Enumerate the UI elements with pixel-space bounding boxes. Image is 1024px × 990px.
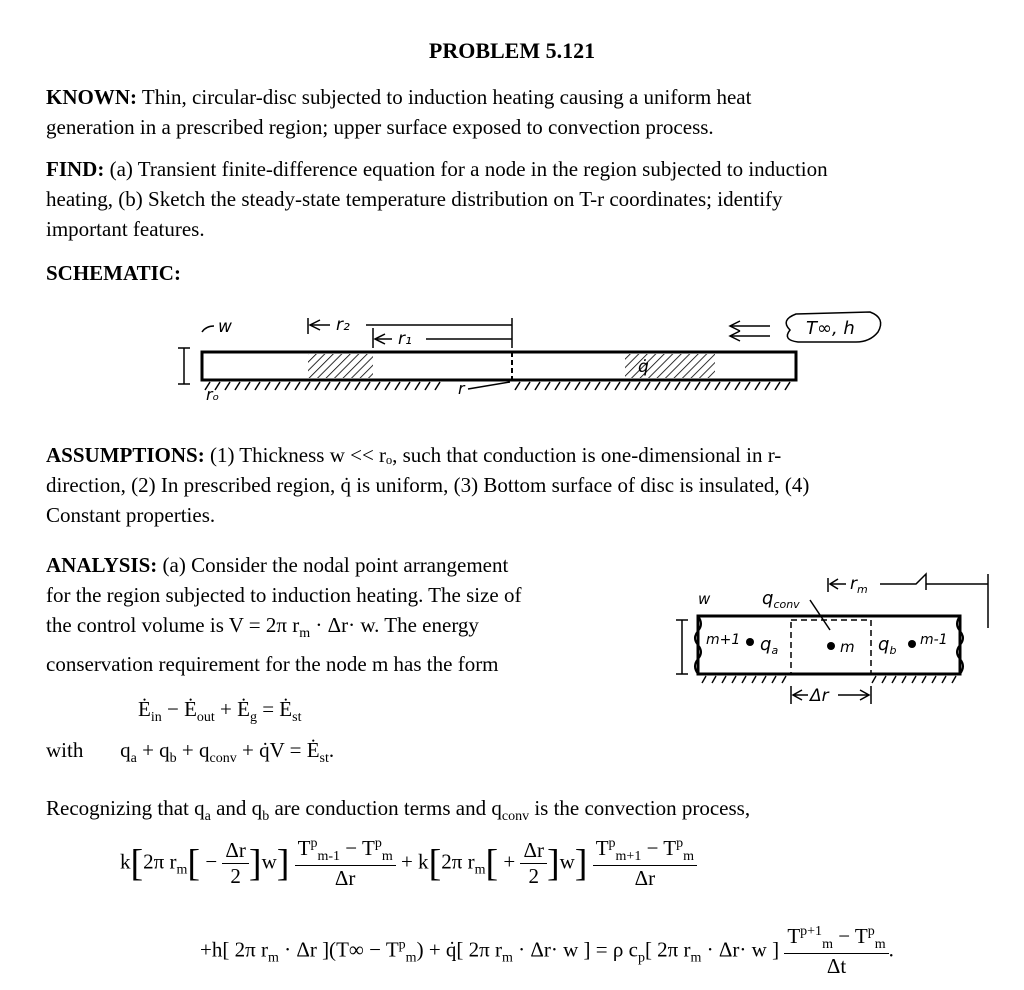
find-text-2: heating, (b) Sketch the steady-state temperature distribution on T-r coordinates; identify	[46, 187, 783, 211]
analysis-text-1: (a) Consider the nodal point arrangement	[162, 553, 509, 577]
schematic-label: SCHEMATIC:	[46, 261, 181, 285]
known-label: KNOWN:	[46, 85, 137, 109]
node-insulation-hatch	[702, 676, 956, 683]
r1-label: r₁	[398, 329, 412, 349]
assumptions-text-2: direction, (2) In prescribed region, q̇ is uniform, (3) Bottom surface of disc is insulated, (4)	[46, 473, 810, 497]
dr-label: Δr	[810, 686, 829, 706]
with-equation: with $q_a + q_b + q_{conv}$ + q̇V = $Ė_{st}$.	[46, 738, 335, 766]
analysis-label: ANALYSIS:	[46, 553, 158, 577]
assumptions-text-1: (1) Thickness w << rₒ, such that conduction is one-dimensional in r-	[209, 443, 782, 467]
r-coordinate-label: r	[458, 379, 465, 398]
disc-schematic	[170, 296, 900, 416]
analysis-text-3b: · Δr· w. The energy	[310, 613, 479, 637]
qa-label: $q_a$	[760, 634, 779, 657]
known-text-2: generation in a prescribed region; upper surface exposed to convection process.	[46, 115, 714, 139]
find-section	[46, 154, 1006, 244]
problem-title: PROBLEM 5.121	[428, 38, 596, 63]
ambient-condition-label: T∞, h	[806, 318, 855, 339]
find-text-1: (a) Transient finite-difference equation for a node in the region subjected to induction	[109, 157, 828, 181]
analysis-text-4: conservation requirement for the node m has the form	[46, 652, 499, 676]
node-m-plus-1-label: m+1	[706, 632, 741, 648]
node-m-minus-1-label: m-1	[920, 632, 948, 648]
find-text-3: important features.	[46, 217, 205, 241]
node-m	[827, 642, 835, 650]
analysis-text-3a: the control volume is V = 2π r	[46, 613, 300, 637]
node-m-plus-1	[746, 638, 754, 646]
schematic-w-label: w	[218, 317, 232, 337]
convection-storage-equation: +h[ 2π $r_m \cdot \Delta r$ ]$(T\infty - T^p_m)$ + q̇[ 2π $r_m \cdot \Delta r\cdot w$ ] = ρ $c_p$[ 2π $r_m \cdot \Delta r\cdot w$ ] $\frac{T^{p+1}_m - T^p_m}{\Delta t}$ .	[200, 924, 894, 978]
qb-label: $q_b$	[878, 634, 897, 657]
analysis-text-3sub: m	[299, 626, 311, 641]
recognizing-text: Recognizing that $q_a$ and $q_b$ are conduction terms and $q_{conv}$ is the convection process,	[46, 796, 751, 824]
known-text-1: Thin, circular-disc subjected to induction heating causing a uniform heat	[141, 85, 752, 109]
find-label: FIND:	[46, 157, 105, 181]
ro-label: rₒ	[206, 385, 220, 404]
rm-label: $r_m$	[850, 574, 868, 596]
r-coordinate-arrow	[468, 382, 510, 389]
heated-region-left	[308, 354, 373, 378]
insulation-hatch	[205, 382, 790, 390]
known-section	[46, 82, 1006, 142]
r2-label: r₂	[336, 315, 350, 335]
conduction-equation: k[2π $r_m$[ − $\frac{\Delta r}{2}$ ]w] $\frac{T^p_{m-1} - T^p_m}{\Delta r}$ + k[2π $r_m$[ + $\frac{\Delta r}{2}$ ]w] $\frac{T^p_{m+1} - T^p_m}{\Delta r}$	[120, 836, 697, 906]
node-w-label: w	[698, 590, 711, 608]
node-diagram	[660, 560, 1000, 710]
assumptions-section	[46, 440, 1006, 530]
analysis-section	[46, 550, 646, 679]
analysis-text-2: for the region subjected to induction heating. The size of	[46, 583, 522, 607]
energy-balance-equation: $Ė_{in}$ − $Ė_{out}$ + $Ė_g$ = $Ė_{st}$	[138, 697, 302, 725]
node-m-minus-1	[908, 640, 916, 648]
qconv-label: $q_{conv}$	[762, 588, 800, 611]
node-m-label: m	[840, 638, 855, 656]
assumptions-text-3: Constant properties.	[46, 503, 216, 527]
heat-generation-label: q̇	[638, 357, 649, 377]
assumptions-label: ASSUMPTIONS:	[46, 443, 205, 467]
